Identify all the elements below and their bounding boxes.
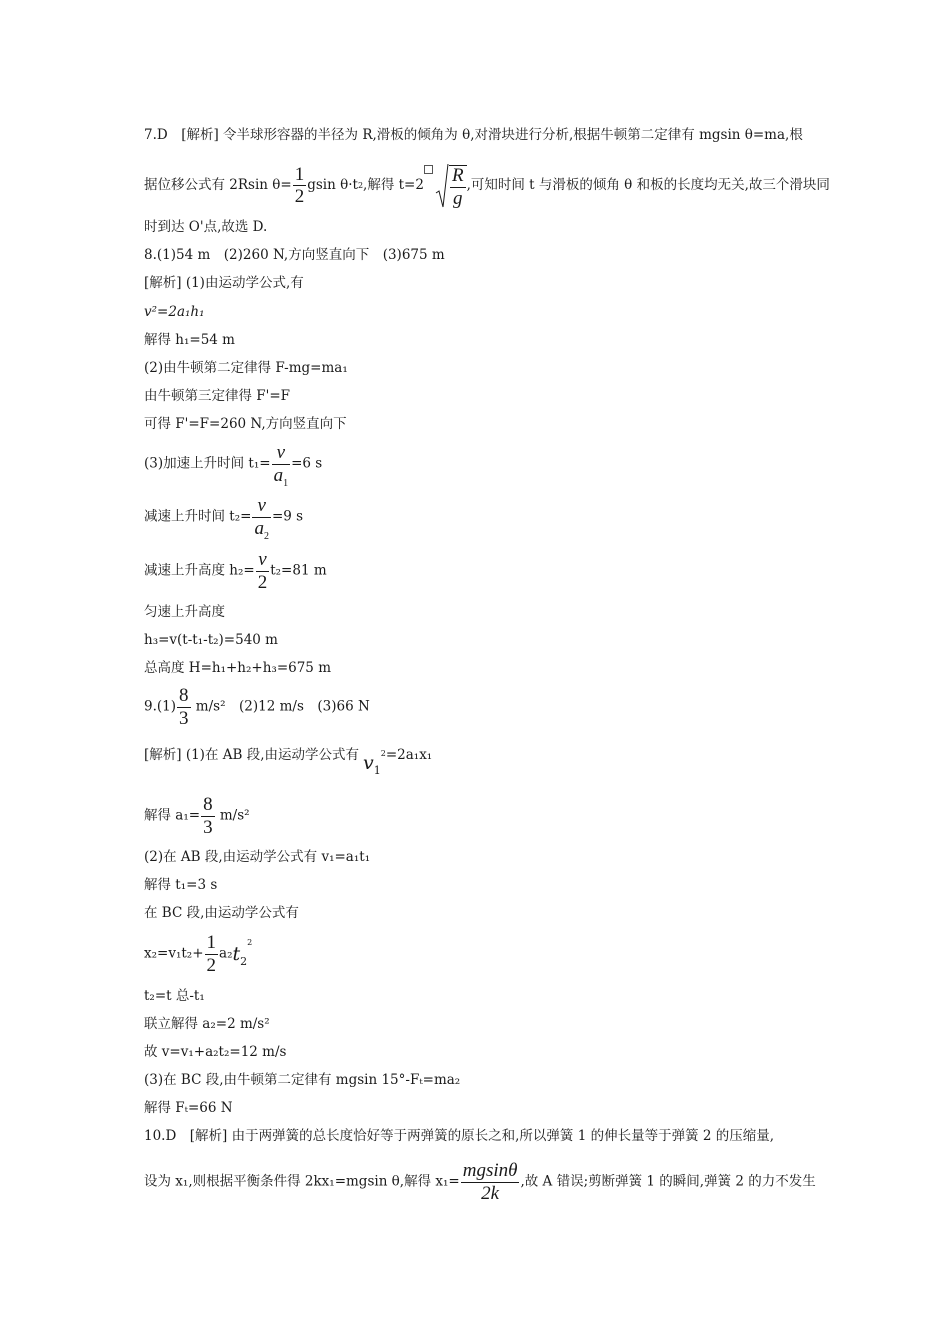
q7-line-2: 据位移公式有 2Rsin θ= $\frac{1}{2}$ gsin θ·t2,解得 t=2 $\frac{R}{g}$ ,可知时间 t 与滑板的倾角 θ 和板的长度均无关,故三个滑块同 [144, 163, 830, 209]
sqrt-r-over-g: $\frac{R}{g}$ [435, 163, 467, 209]
q9-line-6: x₂=v₁t₂+ $\frac{1}{2}$ $a_2t_2^2$ [144, 932, 253, 976]
q8-answer: 8.(1)54 m (2)260 N,方向竖直向下 (3)675 m [144, 247, 445, 263]
fraction-v-over-2: $\frac{v}{2}$ [257, 549, 268, 593]
q8-line-9: 减速上升高度 h₂= $\frac{v}{2}$ t₂=81 m [144, 549, 327, 593]
fraction-mgsin-over-2k: $\frac{mgsin\theta}{2k}$ [462, 1160, 518, 1204]
fraction-one-half-2: $\frac{1}{2}$ [206, 932, 217, 976]
q8-line-10: 匀速上升高度 [144, 604, 225, 620]
q7-text-1: 7.D [解析] 令半球形容器的半径为 R,滑板的倾角为 θ,对滑块进行分析,根据牛顿第二定律有 mgsin θ=ma,根 [144, 127, 803, 143]
q9-line-1: [解析] (1)在 AB 段,由运动学公式有 $v_1^2=2a_1x_1$ [144, 747, 433, 777]
q7-text-2d: ,可知时间 t 与滑板的倾角 θ 和板的长度均无关,故三个滑块同 [466, 177, 830, 194]
q9-line-11: 解得 Fₜ=66 N [144, 1100, 233, 1116]
q8-line-1: [解析] (1)由运动学公式,有 [144, 275, 304, 291]
fraction-one-half: $\frac{1}{2}$ [294, 163, 305, 208]
q9-line-2: 解得 a₁= $\frac{8}{3}$ m/s² [144, 794, 250, 838]
q8-line-3: 解得 h₁=54 m [144, 332, 235, 348]
q8-line-11: h₃=v(t-t₁-t₂)=540 m [144, 632, 278, 648]
q8-line-8: 减速上升时间 t₂= $\frac{v}{a_2}$ =9 s [144, 495, 304, 542]
q10-line-1: 10.D [解析] 由于两弹簧的总长度恰好等于两弹簧的原长之和,所以弹簧 1 的伸长量等于弹簧 2 的压缩量, [144, 1128, 775, 1144]
q9-line-7: t₂=t 总-t₁ [144, 988, 205, 1004]
q9-line-3: (2)在 AB 段,由运动学公式有 v₁=a₁t₁ [144, 849, 371, 865]
q9-answer: 9.(1) $\frac{8}{3}$ m/s² (2)12 m/s (3)66 N [144, 685, 370, 729]
q7-line-3 [144, 221, 267, 235]
q8-line-6: 可得 F'=F=260 N,方向竖直向下 [144, 416, 347, 432]
q7-line-1 [144, 129, 803, 143]
q8-line-5: 由牛顿第三定律得 F'=F [144, 388, 291, 404]
fraction-eight-thirds: $\frac{8}{3}$ [179, 685, 189, 729]
fraction-v-over-a1: $\frac{v}{a_1}$ [273, 442, 289, 489]
q8-line-7: (3)加速上升时间 t₁= $\frac{v}{a_1}$ =6 s [144, 442, 323, 489]
q7-text-3: 时到达 O'点,故选 D. [144, 219, 268, 235]
fraction-v-over-a2: $\frac{v}{a_2}$ [254, 495, 269, 542]
q7-text-2b: gsin θ·t [307, 177, 358, 194]
q7-text-2c: ,解得 t=2 [363, 177, 424, 194]
fraction-eight-thirds-2: $\frac{8}{3}$ [203, 794, 213, 838]
q8-line-2: v²=2a₁h₁ [144, 304, 205, 320]
q7-text-2a: 据位移公式有 2Rsin θ= [144, 177, 292, 194]
q9-line-10: (3)在 BC 段,由牛顿第二定律有 mgsin 15°-Fₜ=ma₂ [144, 1072, 461, 1088]
q9-line-5: 在 BC 段,由运动学公式有 [144, 905, 299, 921]
placeholder-box [424, 165, 433, 174]
q9-line-4: 解得 t₁=3 s [144, 877, 218, 893]
q10-line-2: 设为 x₁,则根据平衡条件得 2kx₁=mgsin θ,解得 x₁= $\frac{mgsin\theta}{2k}$ ,故 A 错误;剪断弹簧 1 的瞬间,弹簧 2 的力不发生 [144, 1160, 816, 1204]
q8-line-4: (2)由牛顿第二定律得 F-mg=ma₁ [144, 360, 348, 376]
q9-line-9: 故 v=v₁+a₂t₂=12 m/s [144, 1044, 287, 1060]
q9-line-8: 联立解得 a₂=2 m/s² [144, 1016, 270, 1032]
q8-line-12: 总高度 H=h₁+h₂+h₃=675 m [144, 660, 331, 676]
